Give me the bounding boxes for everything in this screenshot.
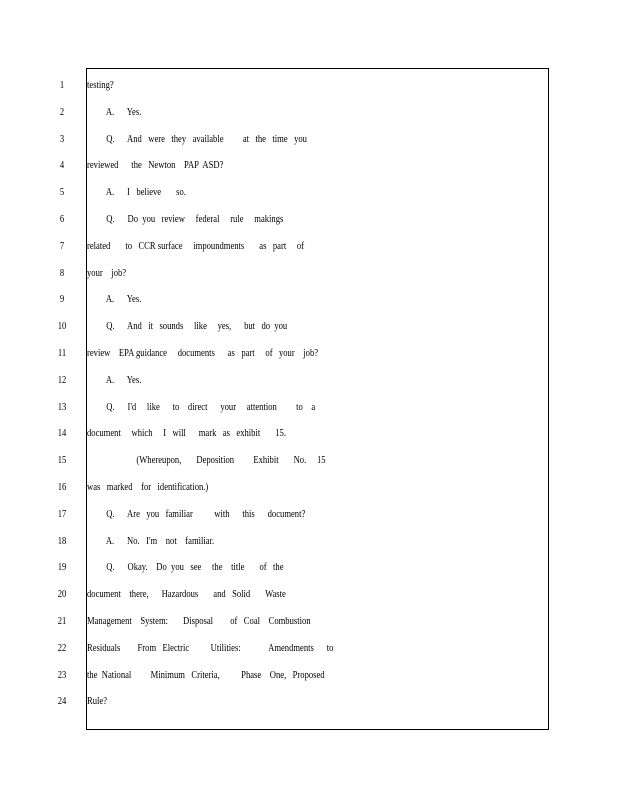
line-text: review EPA guidance documents as part of your job? [87, 347, 319, 359]
transcript-line [0, 289, 618, 309]
line-number: 4 [59, 159, 65, 171]
line-number: 8 [59, 267, 65, 279]
line-number: 1 [59, 79, 65, 91]
transcript-line [0, 665, 618, 685]
line-number: 11 [57, 347, 67, 359]
transcript-line [0, 557, 618, 577]
line-text: A. Yes. [87, 293, 142, 305]
line-text: Q. Okay. Do you see the title of the [87, 561, 284, 573]
line-number: 3 [59, 133, 65, 145]
line-number: 15 [57, 454, 67, 466]
line-number: 17 [57, 508, 67, 520]
line-number: 16 [57, 481, 67, 493]
line-number: 23 [57, 669, 67, 681]
transcript-line [0, 182, 618, 202]
transcript-line [0, 209, 618, 229]
transcript-line [0, 316, 618, 336]
transcript-line [0, 423, 618, 443]
line-text: Rule? [87, 695, 108, 707]
line-text: was marked for identification.) [87, 481, 209, 493]
line-text: your job? [87, 267, 127, 279]
transcript-line [0, 370, 618, 390]
line-text: A. Yes. [87, 374, 142, 386]
transcript-line [0, 129, 618, 149]
line-text: reviewed the Newton PAP ASD? [87, 159, 224, 171]
line-text: Q. I'd like to direct your attention to a [87, 401, 316, 413]
line-number: 9 [59, 293, 65, 305]
line-text: A. No. I'm not familiar. [87, 535, 215, 547]
line-text: testing? [87, 79, 114, 91]
line-text: Residuals From Electric Utilities: Amendments to [87, 642, 334, 654]
line-text: Q. Are you familiar with this document? [87, 508, 306, 520]
transcript-line [0, 477, 618, 497]
transcript-line [0, 155, 618, 175]
line-number: 2 [59, 106, 65, 118]
line-number: 20 [57, 588, 67, 600]
line-text: related to CCR surface impoundments as part of [87, 240, 305, 252]
line-number: 7 [59, 240, 65, 252]
transcript-line [0, 236, 618, 256]
line-number: 10 [57, 320, 67, 332]
transcript-line [0, 638, 618, 658]
transcript-line [0, 584, 618, 604]
line-number: 14 [57, 427, 67, 439]
line-text: (Whereupon, Deposition Exhibit No. 15 [87, 454, 326, 466]
line-number: 22 [57, 642, 67, 654]
transcript-line [0, 691, 618, 711]
transcript-line [0, 450, 618, 470]
line-number: 21 [57, 615, 67, 627]
line-number: 12 [57, 374, 67, 386]
transcript-line [0, 263, 618, 283]
line-text: Q. And were they available at the time you [87, 133, 307, 145]
line-text: Q. And it sounds like yes, but do you [87, 320, 288, 332]
line-number: 18 [57, 535, 67, 547]
line-text: A. I believe so. [87, 186, 186, 198]
line-number: 6 [59, 213, 65, 225]
transcript-line [0, 397, 618, 417]
line-text: Q. Do you review federal rule makings [87, 213, 284, 225]
transcript-line [0, 75, 618, 95]
line-text: A. Yes. [87, 106, 142, 118]
line-text: document which I will mark as exhibit 15. [87, 427, 286, 439]
transcript-line [0, 102, 618, 122]
line-text: the National Minimum Criteria, Phase One, Proposed [87, 669, 325, 681]
line-number: 19 [57, 561, 67, 573]
transcript-line [0, 343, 618, 363]
transcript-line [0, 611, 618, 631]
transcript-line [0, 531, 618, 551]
line-text: document there, Hazardous and Solid Waste [87, 588, 286, 600]
transcript-line [0, 504, 618, 524]
line-number: 13 [57, 401, 67, 413]
line-number: 24 [57, 695, 67, 707]
line-number: 5 [59, 186, 65, 198]
line-text: Management System: Disposal of Coal Combustion [87, 615, 311, 627]
